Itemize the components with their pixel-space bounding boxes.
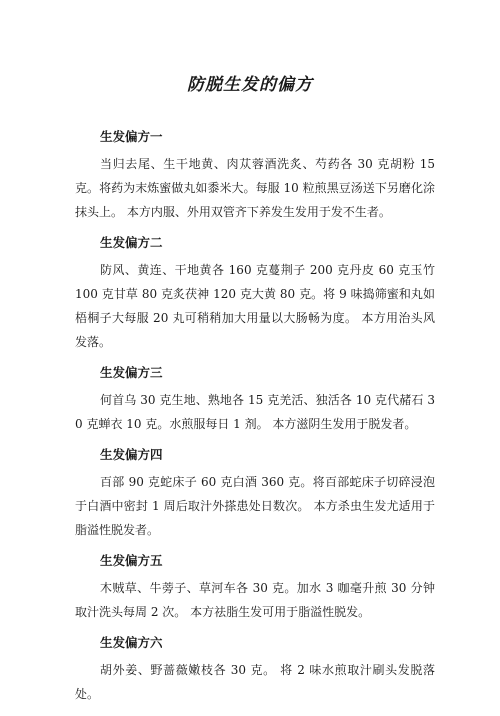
section-body: 当归去尾、生干地黄、肉苁蓉酒洗炙、芍药各 30 克胡粉 15 克。将药为末炼蜜做丸如黍米大。每服 10 粒煎黑豆汤送下另磨化涂抹头上。 本方内服、外用双管齐下养发生发用于发不生者。 bbox=[75, 157, 435, 219]
section-body: 防风、黄连、干地黄各 160 克蔓荆子 200 克丹皮 60 克玉竹 100 克甘草 80 克炙茯神 120 克大黄 80 克。将 9 味捣筛蜜和丸如梧桐子大每服 20 丸可稍稍加大用量以大肠畅为度。 本方用治头风发落。 bbox=[75, 263, 435, 349]
remedy-section-4 bbox=[75, 446, 435, 542]
remedy-section-2 bbox=[75, 234, 435, 354]
document-content bbox=[75, 128, 435, 716]
remedy-section-1 bbox=[75, 128, 435, 224]
remedy-section-6 bbox=[75, 634, 435, 706]
section-body: 何首乌 30 克生地、熟地各 15 克羌活、独活各 10 克代赭石 30 克蝉衣 10 克。水煎服每日 1 剂。 本方滋阴生发用于脱发者。 bbox=[75, 393, 435, 431]
section-heading: 生发偏方一 bbox=[100, 129, 163, 144]
section-heading: 生发偏方五 bbox=[100, 553, 163, 568]
section-body: 百部 90 克蛇床子 60 克白酒 360 克。将百部蛇床子切碎浸泡于白酒中密封 1 周后取汁外搽患处日数次。 本方杀虫生发尤适用于脂溢性脱发者。 bbox=[75, 475, 435, 537]
section-heading: 生发偏方三 bbox=[100, 365, 163, 380]
remedy-section-5 bbox=[75, 552, 435, 624]
page-title: 防脱生发的偏方 bbox=[187, 75, 313, 95]
section-heading: 生发偏方六 bbox=[100, 635, 163, 650]
section-heading: 生发偏方四 bbox=[100, 447, 163, 462]
section-body: 胡外姜、野蔷薇嫩枝各 30 克。 将 2 味水煎取汁刷头发脱落处。 bbox=[75, 663, 435, 701]
section-heading: 生发偏方二 bbox=[100, 235, 163, 250]
remedy-section-3 bbox=[75, 364, 435, 436]
section-body: 木贼草、牛蒡子、草河车各 30 克。加水 3 咖毫升煎 30 分钟取汁洗头每周 2 次。 本方祛脂生发可用于脂溢性脱发。 bbox=[75, 581, 435, 619]
